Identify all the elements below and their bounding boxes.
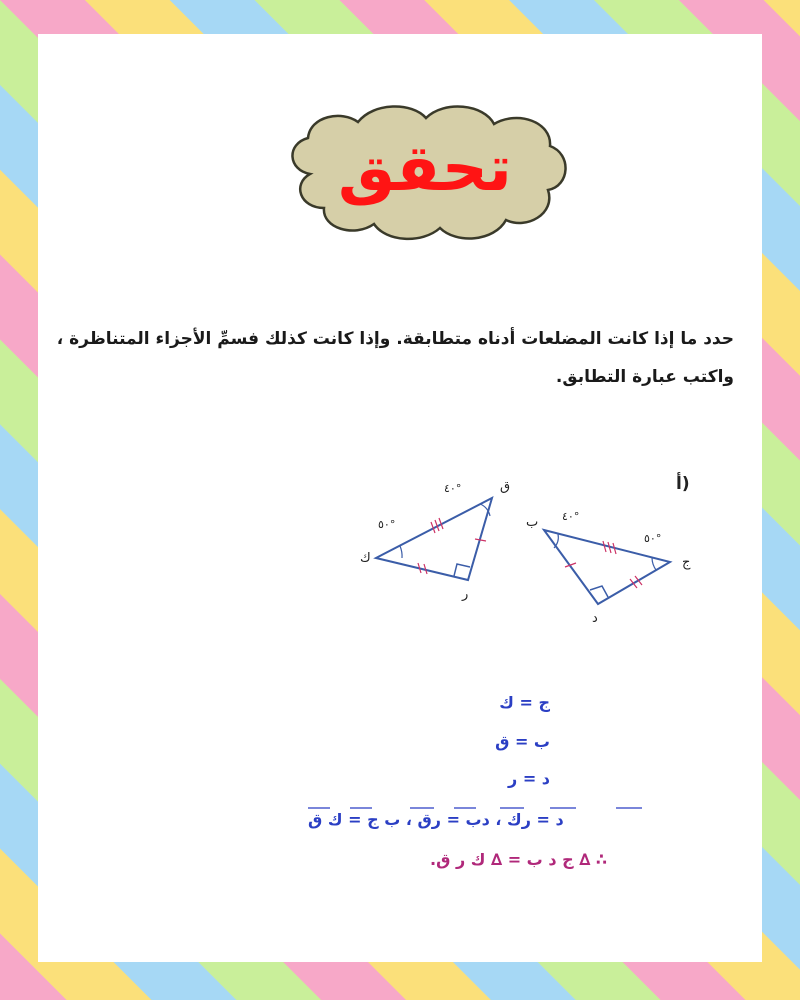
congruence-statement: ∴ ∆ ج د ب = ∆ ك ر ق.	[430, 850, 608, 869]
angle-right-right: ٥٠°	[644, 532, 662, 545]
answer-angle-3: د = ر	[508, 769, 550, 788]
label-q: ق	[500, 479, 511, 494]
label-j: ج	[682, 555, 691, 570]
triangle-left	[360, 479, 510, 602]
label-k: ك	[360, 551, 371, 566]
label-r: ر	[462, 587, 469, 602]
instructions-text: حدد ما إذا كانت المضلعات أدناه متطابقة. وإذا كانت كذلك فسمِّ الأجزاء المتناظرة ، واكتب عبارة التطابق.	[56, 329, 734, 387]
answer-angle-2: ب = ق	[495, 732, 550, 751]
angle-top-left: ٤٠°	[444, 482, 462, 495]
answer-sides: د = رك ، دب = رق ، ب ج = ك ق	[308, 810, 564, 829]
answer-angle-1: ج = ك	[499, 693, 550, 712]
label-b: ب	[526, 515, 539, 530]
title-cloud	[270, 96, 580, 246]
triangle-right	[526, 510, 691, 626]
page-title: تحقق	[338, 132, 512, 206]
part-label: أ)	[676, 474, 690, 494]
triangles-figure	[340, 462, 720, 632]
angle-left-left: ٥٠°	[378, 518, 396, 531]
label-d: د	[592, 611, 598, 626]
angle-left-right: ٤٠°	[562, 510, 580, 523]
